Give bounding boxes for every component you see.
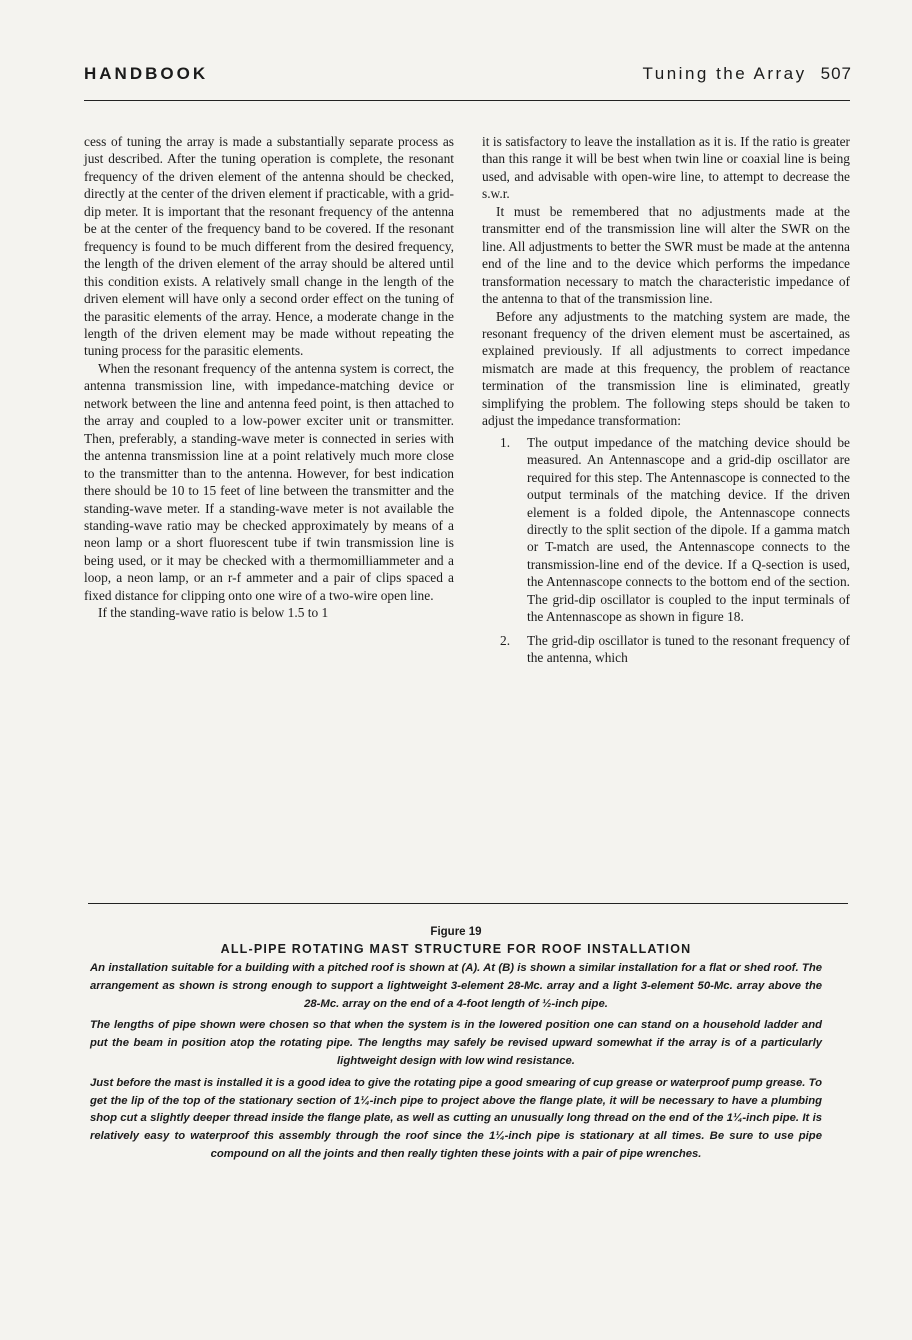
- running-head-chapter: [643, 64, 852, 84]
- adjustment-steps: [482, 434, 850, 667]
- running-head-section: HANDBOOK: [84, 64, 209, 83]
- figure-number: Figure 19: [430, 926, 482, 938]
- figure-caption: [90, 926, 822, 1168]
- left-paragraph-3: If the standing-wave ratio is below 1.5 to 1: [98, 605, 329, 621]
- step-item: [482, 434, 850, 626]
- caption-paragraph-3: Just before the mast is installed it is a good idea to give the rotating pipe a good smearing of cup grease or waterproof pump grease. To get the lip of the top of the stationary section of 1¼-inch pipe to project above the flange plate, it will be necessary to have a plumbing shop cut a slightly deeper thread inside the flange plate, as well as cutting an unusually long thread on the end of the 1¼-inch pipe. It is relatively easy to waterproof this assembly through the roof since the 1¼-inch pipe is stationary at all times. Be sure to use pipe compound on all the joints and then really tighten these joints with a pair of pipe wrenches.: [90, 1076, 822, 1160]
- right-paragraph-2: It must be remembered that no adjustments made at the transmitter end of the transmission line will alter the SWR on the line. All adjustments to better the SWR must be made at the antenna end of the line and to the device which performs the impedance transformation necessary to match the characteristic impedance of the antenna to that of the transmission line.: [482, 203, 850, 307]
- step-number: 1.: [500, 434, 511, 450]
- left-paragraph-2: When the resonant frequency of the antenna system is correct, the antenna transmission line, with impedance-matching device or network between the line and antenna feed point, is then attached to the array and coupled to a low-power exciter unit or transmitter. Then, preferably, a standing-wave meter is connected in series with the antenna transmission line at a point relatively much more close to the transmitter than to the antenna. However, for best indication there should be 10 to 15 feet of line between the transmitter and the standing-wave meter. If a standing-wave meter is not available the standing-wave ratio may be checked approximately by means of a neon lamp or a short fluorescent tube if twin transmission line is being used, or it may be checked with a thermomilliammeter and a loop, a neon lamp, or an r-f ammeter and a pair of clips spaced a fixed distance for clipping onto one wire of a two-wire open line.: [84, 360, 454, 603]
- step-number: 2.: [500, 632, 511, 648]
- step-item: [482, 632, 850, 667]
- step-text: The output impedance of the matching device should be measured. An Antennascope and a grid-dip oscillator are required for this step. The Antennascope is connected to the output terminals of the matching device. If the driven element is a folded dipole, the Antennascope connects directly to the split section of the dipole. If a gamma match or T-match are used, the Antennascope connects to the transmission-line end of the device. If a Q-section is used, the Antennascope connects to the bottom end of the section. The grid-dip oscillator is coupled to the input terminals of the Antennascope as shown in figure 18.: [527, 434, 850, 625]
- caption-paragraph-1: An installation suitable for a building with a pitched roof is shown at (A). At (B) is shown a similar installation for a flat or shed roof. The arrangement as shown is strong enough to support a lightweight 3-element 28-Mc. array and a light 3-element 50-Mc. array above the 28-Mc. array on the end of a 4-foot length of ½-inch pipe.: [90, 962, 822, 1010]
- figure-title: ALL-PIPE ROTATING MAST STRUCTURE FOR ROOF INSTALLATION: [220, 942, 692, 956]
- caption-paragraph-2: The lengths of pipe shown were chosen so that when the system is in the lowered position one can stand on a household ladder and put the beam in position atop the rotating pipe. The lengths may safely be revised upward somewhat if the array is of a particularly lightweight design with low wind resistance.: [90, 1019, 822, 1067]
- step-text: The grid-dip oscillator is tuned to the resonant frequency of the antenna, which: [527, 632, 850, 666]
- right-paragraph-1: it is satisfactory to leave the installation as it is. If the ratio is greater than this range it will be best when twin line or coaxial line is being used, and advisable with open-wire line, to attempt to decrease the s.w.r.: [482, 134, 850, 202]
- right-paragraph-3: Before any adjustments to the matching system are made, the resonant frequency of the driven element must be ascertained, as explained previously. If all adjustments to correct impedance mismatch are made at this frequency, the problem of reactance termination of the transmission line is eliminated, greatly simplifying the problem. The following steps should be taken to adjust the impedance transformation:: [482, 308, 850, 429]
- chapter-title: Tuning the Array: [642, 64, 807, 83]
- right-column: [482, 133, 850, 673]
- header-rule: [84, 100, 850, 101]
- left-column: [84, 133, 454, 622]
- page-number: 507: [820, 64, 852, 83]
- figure-rule: [88, 903, 848, 904]
- left-paragraph-1: cess of tuning the array is made a substantially separate process as just described. After the tuning operation is complete, the resonant frequency of the driven element of the antenna should be checked, directly at the center of the driven element if practicable, with a grid-dip meter. It is important that the resonant frequency of the antenna be at the center of the frequency band to be covered. If the resonant frequency is found to be much different from the desired frequency, the length of the driven element of the array should be altered until this condition exists. A relatively small change in the length of the driven element will have only a second order effect on the tuning of the parasitic elements of the array. Hence, a moderate change in the length of the driven element may be made without repeating the tuning process for the parasitic elements.: [84, 134, 454, 359]
- page-header: [84, 64, 852, 98]
